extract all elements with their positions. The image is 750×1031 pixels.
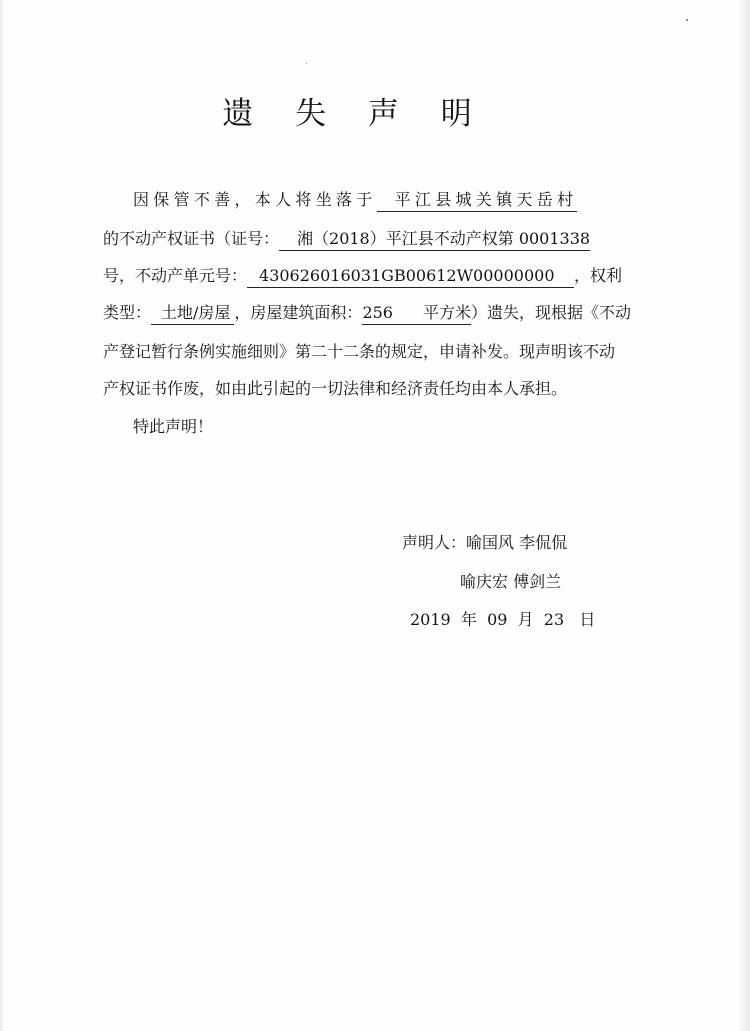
cert-number-value: 湘（2018）平江县不动产权第 0001338 xyxy=(297,229,591,248)
right-type-field xyxy=(151,302,234,325)
area-unit: 平方米 xyxy=(422,303,471,322)
date-day: 23 xyxy=(543,610,565,629)
right-type-value: 土地/房屋 xyxy=(161,303,231,322)
line3-suffix: ，权利 xyxy=(574,266,623,285)
line4-mid: ，房屋建筑面积： xyxy=(234,303,363,322)
body-line-1 xyxy=(133,185,577,215)
signature-date xyxy=(410,605,595,635)
line5-text: 产登记暂行条例实施细则》第二十二条的规定，申请补发。现声明该不动 xyxy=(103,342,616,361)
line1-prefix: 因保管不善，本人将坐落于 xyxy=(133,190,377,209)
date-year-char: 年 xyxy=(460,610,477,629)
unit-number-field xyxy=(247,265,574,288)
area-value: 256 xyxy=(362,303,393,322)
unit-number-value: 430626016031GB00612W00000000 xyxy=(259,266,555,285)
date-month-char: 月 xyxy=(517,610,534,629)
body-line-4 xyxy=(103,298,631,328)
body-line-6 xyxy=(103,374,567,404)
line4-suffix: ）遗失，现根据《不动 xyxy=(471,303,632,322)
cert-number-field xyxy=(279,228,590,251)
scan-edge-right xyxy=(740,0,750,1031)
body-line-5 xyxy=(103,337,615,367)
address-value: 平江县城关镇天岳村 xyxy=(394,190,578,209)
line3-prefix: 号，不动产单元号： xyxy=(103,266,248,285)
closing-line xyxy=(133,412,213,442)
body-line-3 xyxy=(103,261,622,291)
line4-prefix: 类型： xyxy=(103,303,152,322)
address-field xyxy=(377,189,578,212)
line2-prefix: 的不动产权证书（证号： xyxy=(103,229,280,248)
scan-edge-left xyxy=(0,0,3,1031)
signature-line-2: 喻庆宏 傅剑兰 xyxy=(460,572,562,591)
signature-line-1: 声明人：喻国风 李侃侃 xyxy=(402,533,568,552)
scan-speck xyxy=(306,63,307,64)
closing-text: 特此声明！ xyxy=(133,417,214,436)
area-field xyxy=(362,302,471,325)
date-month: 09 xyxy=(487,610,508,629)
line6-text: 产权证书作废，如由此引起的一切法律和经济责任均由本人承担。 xyxy=(103,379,568,398)
body-line-2 xyxy=(103,224,590,254)
date-day-char: 日 xyxy=(579,610,596,629)
date-year: 2019 xyxy=(410,610,451,629)
scan-speck xyxy=(686,19,688,21)
document-title: 遗 失 声 明 xyxy=(222,96,488,132)
